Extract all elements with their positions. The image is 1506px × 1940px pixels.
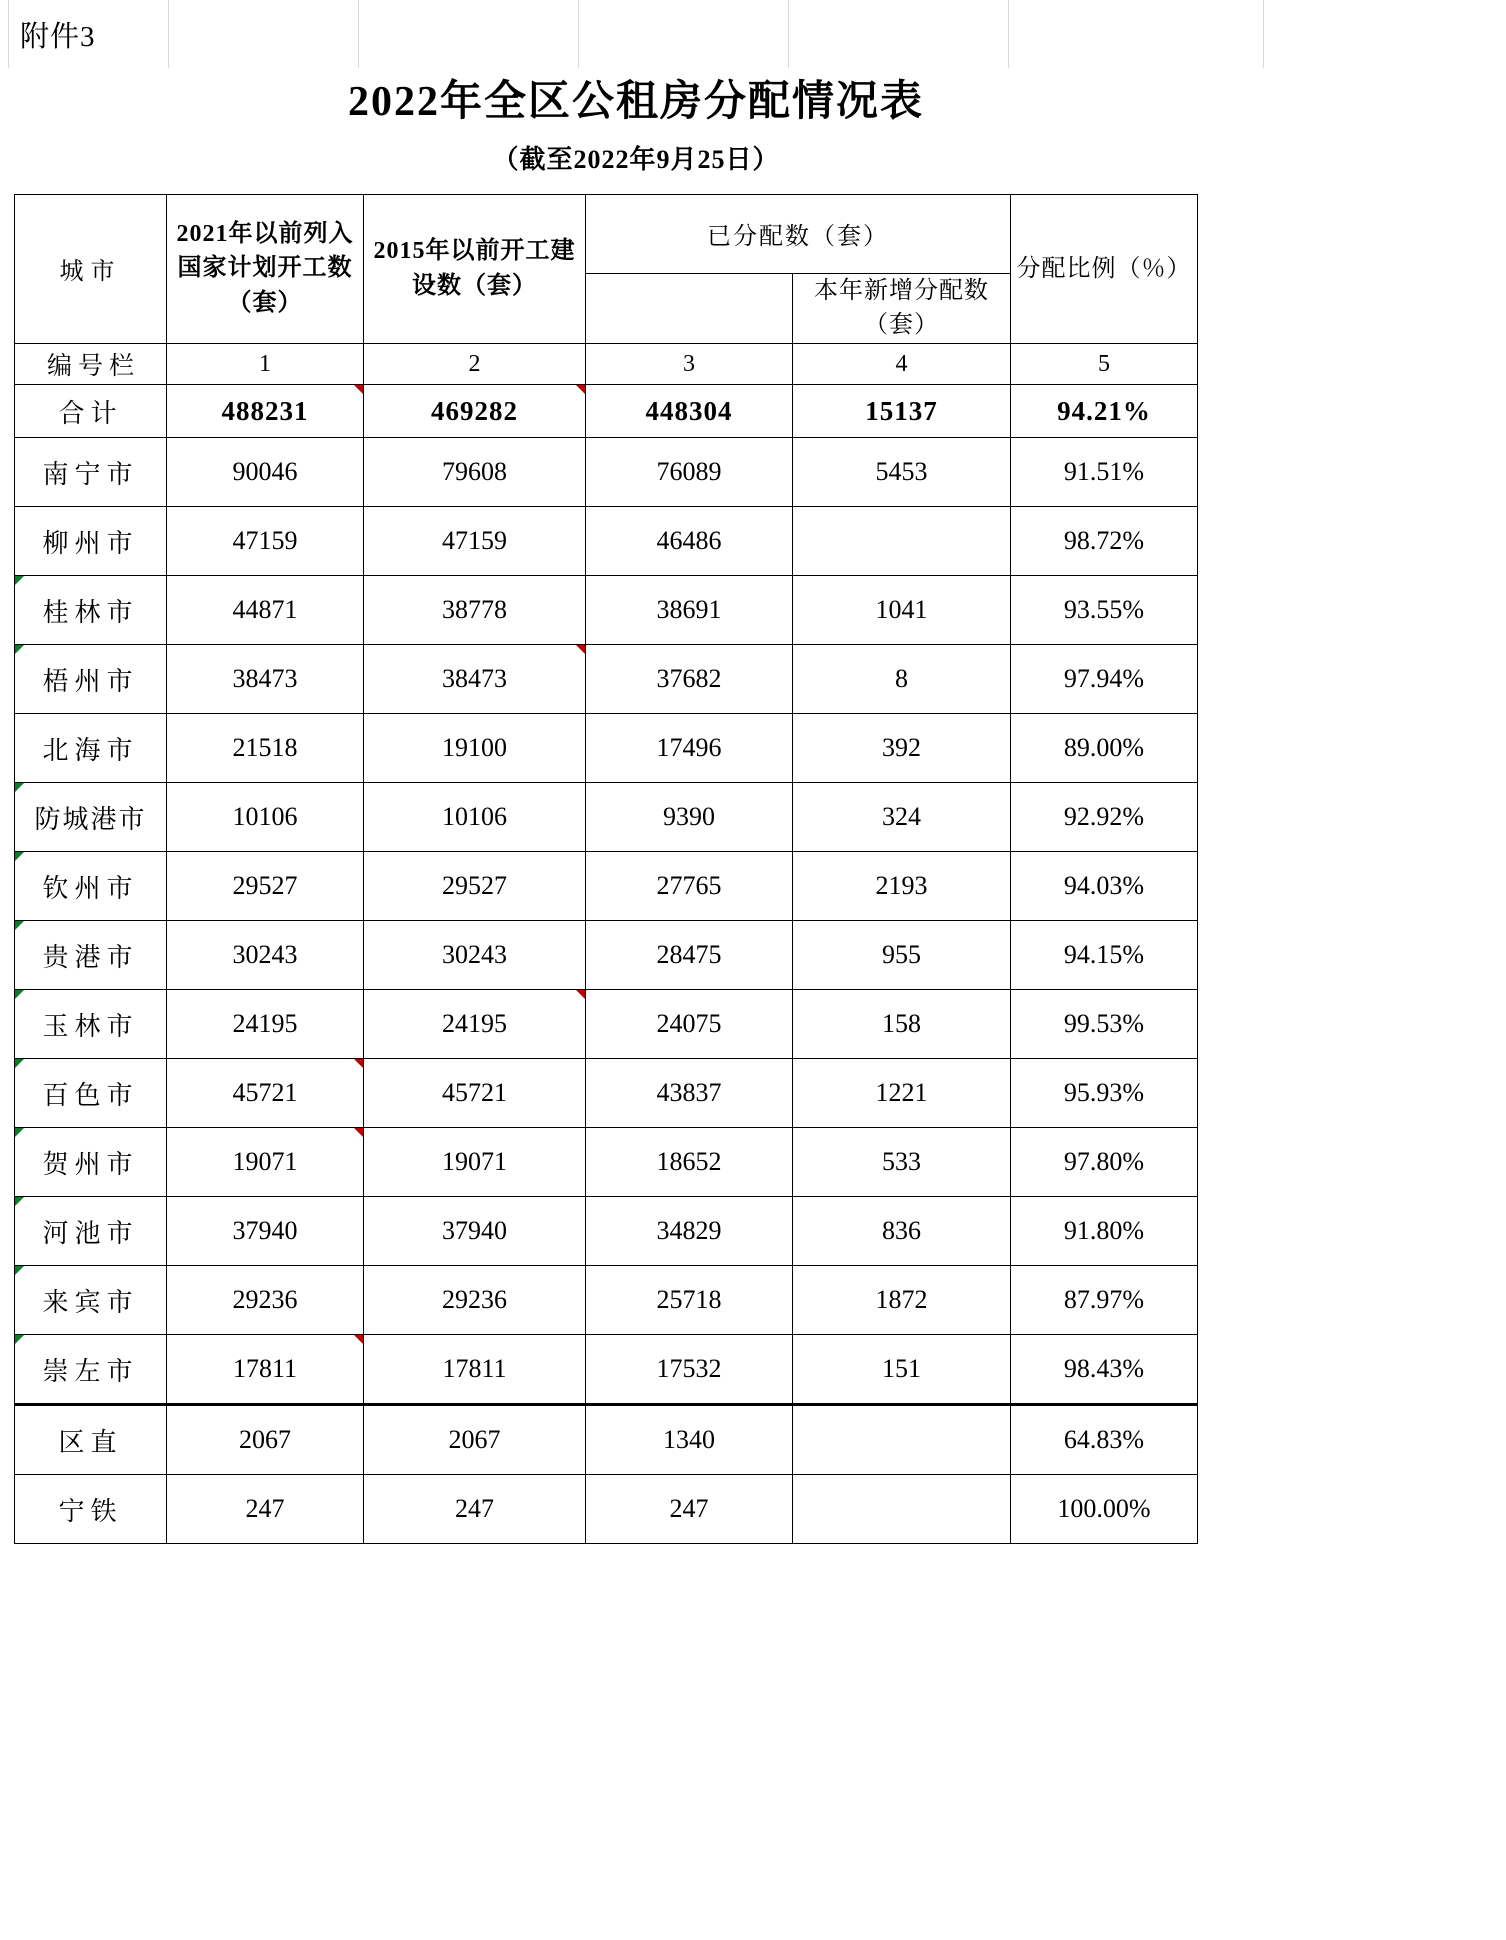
row-col3: 1340 — [586, 1405, 793, 1475]
table-row — [15, 1059, 1198, 1128]
table-row — [15, 852, 1198, 921]
row-col1: 37940 — [167, 1197, 364, 1266]
row-col4: 1041 — [793, 576, 1011, 645]
table-row — [15, 921, 1198, 990]
row-col3: 17532 — [586, 1335, 793, 1405]
row-city: 贺州市 — [15, 1128, 167, 1197]
row-col2: 29527 — [364, 852, 586, 921]
table-row — [15, 714, 1198, 783]
row-col5: 87.97% — [1011, 1266, 1198, 1335]
header-col1: 2021年以前列入国家计划开工数（套） — [167, 194, 364, 344]
index-5: 5 — [1011, 344, 1198, 385]
table-total-row — [15, 385, 1198, 438]
table-row — [15, 438, 1198, 507]
row-col4: 392 — [793, 714, 1011, 783]
row-col4 — [793, 1405, 1011, 1475]
row-col1: 38473 — [167, 645, 364, 714]
row-col2: 38778 — [364, 576, 586, 645]
row-col5: 91.80% — [1011, 1197, 1198, 1266]
row-col2: 37940 — [364, 1197, 586, 1266]
row-col4: 324 — [793, 783, 1011, 852]
row-col4: 836 — [793, 1197, 1011, 1266]
row-col2: 17811 — [364, 1335, 586, 1405]
row-city: 柳州市 — [15, 507, 167, 576]
total-col3: 448304 — [586, 385, 793, 438]
row-city: 崇左市 — [15, 1335, 167, 1405]
row-city: 贵港市 — [15, 921, 167, 990]
row-col2: 47159 — [364, 507, 586, 576]
row-col5: 100.00% — [1011, 1475, 1198, 1544]
row-col5: 99.53% — [1011, 990, 1198, 1059]
row-col1: 10106 — [167, 783, 364, 852]
table-row — [15, 1335, 1198, 1405]
row-col3: 43837 — [586, 1059, 793, 1128]
row-col4 — [793, 1475, 1011, 1544]
index-1: 1 — [167, 344, 364, 385]
row-col1: 30243 — [167, 921, 364, 990]
row-col5: 97.94% — [1011, 645, 1198, 714]
table-row — [15, 783, 1198, 852]
row-col3: 9390 — [586, 783, 793, 852]
row-city: 玉林市 — [15, 990, 167, 1059]
row-col2: 19071 — [364, 1128, 586, 1197]
row-col2: 19100 — [364, 714, 586, 783]
row-col1: 45721 — [167, 1059, 364, 1128]
row-col3: 24075 — [586, 990, 793, 1059]
row-col4: 151 — [793, 1335, 1011, 1405]
row-col3: 25718 — [586, 1266, 793, 1335]
row-city: 百色市 — [15, 1059, 167, 1128]
row-col5: 94.15% — [1011, 921, 1198, 990]
row-col5: 89.00% — [1011, 714, 1198, 783]
row-col4: 5453 — [793, 438, 1011, 507]
row-col1: 2067 — [167, 1405, 364, 1475]
row-col5: 98.72% — [1011, 507, 1198, 576]
row-col2: 24195 — [364, 990, 586, 1059]
row-col2: 29236 — [364, 1266, 586, 1335]
row-col3: 38691 — [586, 576, 793, 645]
row-col4: 1221 — [793, 1059, 1011, 1128]
row-col2: 45721 — [364, 1059, 586, 1128]
row-col3: 17496 — [586, 714, 793, 783]
total-col5: 94.21% — [1011, 385, 1198, 438]
table-row — [15, 645, 1198, 714]
total-label: 合计 — [15, 385, 167, 438]
row-col1: 90046 — [167, 438, 364, 507]
row-col2: 10106 — [364, 783, 586, 852]
spreadsheet-top-strip — [8, 0, 1264, 68]
row-col4: 955 — [793, 921, 1011, 990]
table-index-row — [15, 344, 1198, 385]
header-city: 城市 — [15, 194, 167, 344]
page-subtitle: （截至2022年9月25日） — [492, 144, 780, 174]
row-col4: 158 — [793, 990, 1011, 1059]
header-col3 — [586, 273, 793, 344]
row-col4 — [793, 507, 1011, 576]
table-row — [15, 990, 1198, 1059]
table-row — [15, 1128, 1198, 1197]
row-col5: 94.03% — [1011, 852, 1198, 921]
table-row — [15, 1266, 1198, 1335]
table-row — [15, 1197, 1198, 1266]
row-col5: 91.51% — [1011, 438, 1198, 507]
row-col4: 8 — [793, 645, 1011, 714]
row-col3: 247 — [586, 1475, 793, 1544]
table-header-row — [15, 194, 1198, 273]
row-col4: 2193 — [793, 852, 1011, 921]
row-city: 宁铁 — [15, 1475, 167, 1544]
row-col1: 29236 — [167, 1266, 364, 1335]
row-col1: 21518 — [167, 714, 364, 783]
row-col5: 93.55% — [1011, 576, 1198, 645]
header-allocated-group: 已分配数（套） — [586, 194, 1011, 273]
row-city: 桂林市 — [15, 576, 167, 645]
row-col2: 2067 — [364, 1405, 586, 1475]
row-col5: 97.80% — [1011, 1128, 1198, 1197]
header-col2: 2015年以前开工建设数（套） — [364, 194, 586, 344]
row-col2: 247 — [364, 1475, 586, 1544]
row-col3: 37682 — [586, 645, 793, 714]
row-city: 北海市 — [15, 714, 167, 783]
row-col3: 28475 — [586, 921, 793, 990]
row-col5: 64.83% — [1011, 1405, 1198, 1475]
index-3: 3 — [586, 344, 793, 385]
row-col2: 30243 — [364, 921, 586, 990]
row-city: 梧州市 — [15, 645, 167, 714]
row-city: 来宾市 — [15, 1266, 167, 1335]
row-col2: 79608 — [364, 438, 586, 507]
row-col2: 38473 — [364, 645, 586, 714]
row-city: 防城港市 — [15, 783, 167, 852]
row-col1: 17811 — [167, 1335, 364, 1405]
row-col4: 1872 — [793, 1266, 1011, 1335]
row-col3: 34829 — [586, 1197, 793, 1266]
index-2: 2 — [364, 344, 586, 385]
row-col1: 47159 — [167, 507, 364, 576]
row-col1: 29527 — [167, 852, 364, 921]
row-col3: 76089 — [586, 438, 793, 507]
header-col4: 本年新增分配数（套） — [793, 273, 1011, 344]
row-col1: 247 — [167, 1475, 364, 1544]
row-col3: 46486 — [586, 507, 793, 576]
row-city: 钦州市 — [15, 852, 167, 921]
table-row — [15, 1475, 1198, 1544]
table-row — [15, 1405, 1198, 1475]
row-col1: 24195 — [167, 990, 364, 1059]
allocation-table — [14, 194, 1198, 1545]
index-4: 4 — [793, 344, 1011, 385]
row-col5: 92.92% — [1011, 783, 1198, 852]
row-city: 区直 — [15, 1405, 167, 1475]
row-col3: 27765 — [586, 852, 793, 921]
total-col1: 488231 — [167, 385, 364, 438]
row-city: 河池市 — [15, 1197, 167, 1266]
row-col1: 19071 — [167, 1128, 364, 1197]
row-col1: 44871 — [167, 576, 364, 645]
index-row-label: 编号栏 — [15, 344, 167, 385]
total-col4: 15137 — [793, 385, 1011, 438]
attachment-label: 附件3 — [20, 21, 96, 53]
header-col5: 分配比例（％） — [1011, 194, 1198, 344]
table-row — [15, 507, 1198, 576]
row-col5: 98.43% — [1011, 1335, 1198, 1405]
row-city: 南宁市 — [15, 438, 167, 507]
page-title: 2022年全区公租房分配情况表 — [347, 79, 924, 125]
table-row — [15, 576, 1198, 645]
row-col4: 533 — [793, 1128, 1011, 1197]
row-col3: 18652 — [586, 1128, 793, 1197]
row-col5: 95.93% — [1011, 1059, 1198, 1128]
total-col2: 469282 — [364, 385, 586, 438]
